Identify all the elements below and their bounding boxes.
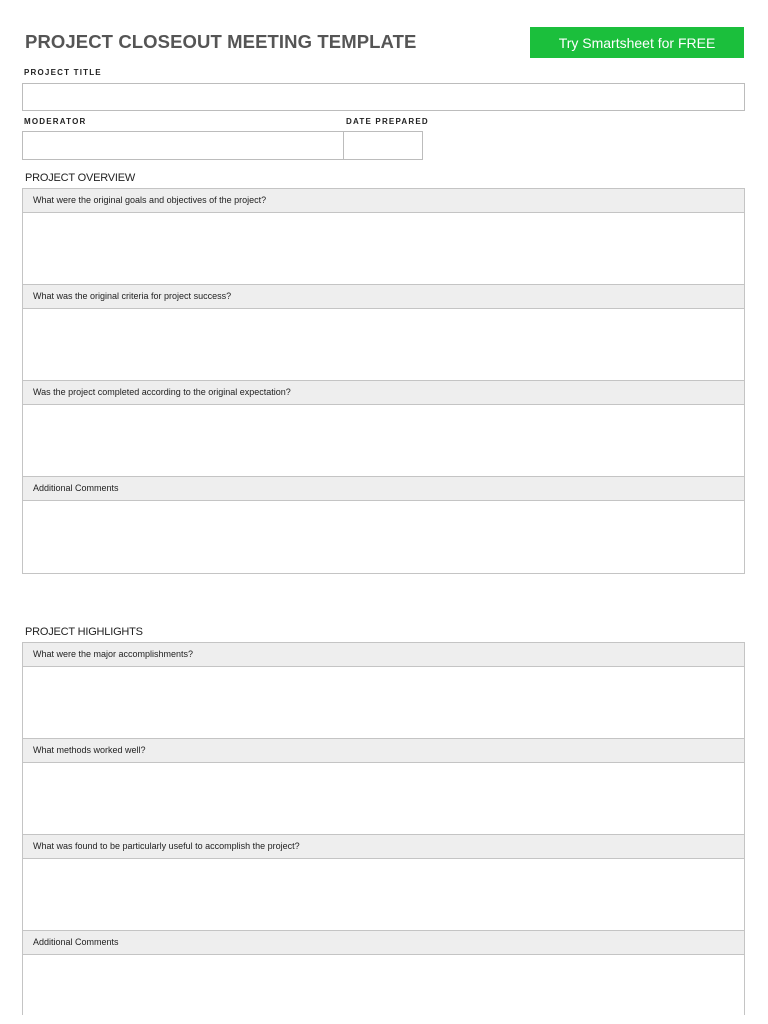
- date-prepared-label: DATE PREPARED: [346, 117, 429, 126]
- highlights-question-header: What methods worked well?: [23, 739, 744, 763]
- moderator-label: MODERATOR: [24, 117, 87, 126]
- overview-question-block: [23, 381, 744, 477]
- highlights-question-header: Additional Comments: [23, 931, 744, 955]
- project-overview-table: [22, 188, 745, 574]
- overview-question-block: [23, 477, 744, 573]
- highlights-answer-area[interactable]: [23, 955, 744, 1015]
- overview-question-header: What was the original criteria for project success?: [23, 285, 744, 309]
- highlights-answer-area[interactable]: [23, 763, 744, 835]
- project-highlights-table: [22, 642, 745, 1015]
- project-overview-title: PROJECT OVERVIEW: [25, 172, 136, 184]
- overview-question-header: Additional Comments: [23, 477, 744, 501]
- overview-question-header: What were the original goals and objectives of the project?: [23, 189, 744, 213]
- overview-answer-area[interactable]: [23, 309, 744, 381]
- project-highlights-title: PROJECT HIGHLIGHTS: [25, 626, 143, 638]
- highlights-question-block: [23, 931, 744, 1015]
- highlights-answer-area[interactable]: [23, 859, 744, 931]
- try-smartsheet-button[interactable]: Try Smartsheet for FREE: [530, 27, 744, 58]
- project-title-label: PROJECT TITLE: [24, 68, 102, 77]
- highlights-answer-area[interactable]: [23, 667, 744, 739]
- date-prepared-field[interactable]: [343, 131, 423, 160]
- overview-question-block: [23, 285, 744, 381]
- overview-answer-area[interactable]: [23, 405, 744, 477]
- highlights-question-block: [23, 739, 744, 835]
- overview-question-block: [23, 189, 744, 285]
- highlights-question-block: [23, 835, 744, 931]
- highlights-question-header: What was found to be particularly useful to accomplish the project?: [23, 835, 744, 859]
- project-title-field[interactable]: [22, 83, 745, 111]
- page-title: PROJECT CLOSEOUT MEETING TEMPLATE: [25, 31, 417, 52]
- overview-answer-area[interactable]: [23, 213, 744, 285]
- moderator-field[interactable]: [22, 131, 344, 160]
- overview-answer-area[interactable]: [23, 501, 744, 573]
- highlights-question-block: [23, 643, 744, 739]
- overview-question-header: Was the project completed according to the original expectation?: [23, 381, 744, 405]
- highlights-question-header: What were the major accomplishments?: [23, 643, 744, 667]
